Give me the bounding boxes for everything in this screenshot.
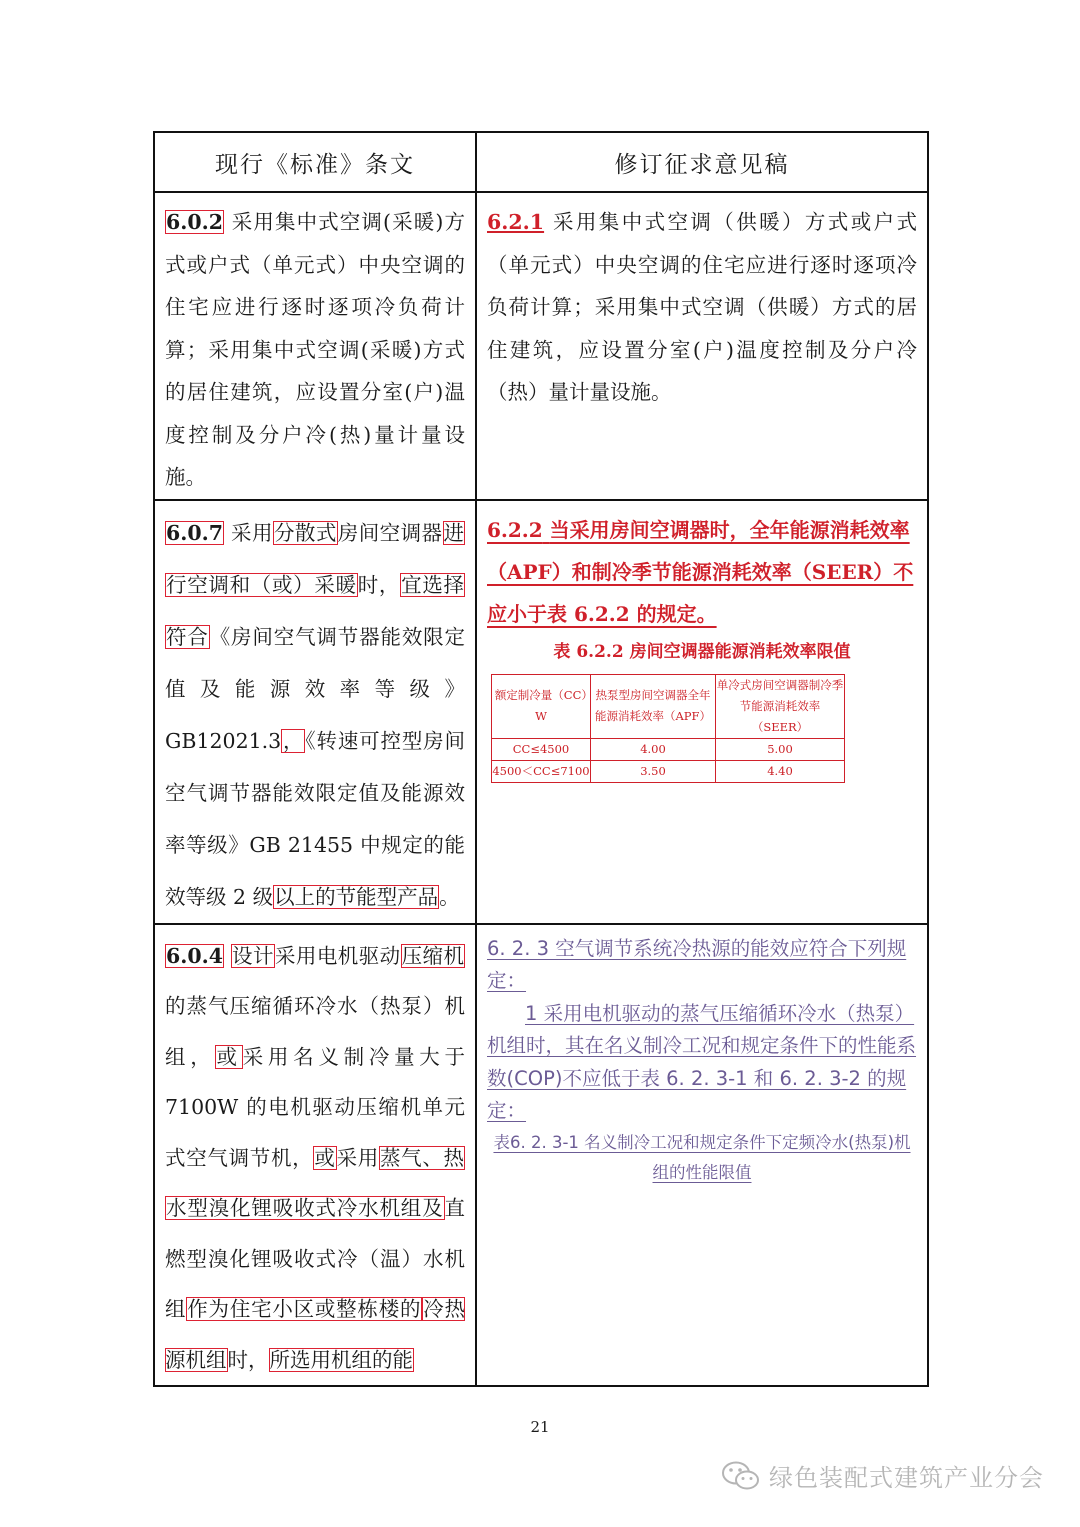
highlight-box: 或	[314, 1145, 336, 1170]
highlight-box: 所选用机组的能	[269, 1347, 413, 1372]
inner-table-header	[492, 674, 845, 738]
text-run: 时，	[357, 572, 401, 597]
watermark-text: 绿色装配式建筑产业分会	[769, 1464, 1044, 1492]
table-row	[154, 192, 928, 500]
table-6-2-3-1-caption: 表6. 2. 3-1 名义制冷工况和规定条件下定频冷水(热泵)机组的性能限值	[493, 1132, 911, 1182]
text-run: 采用电机驱动	[274, 943, 401, 968]
table-row	[154, 924, 928, 1387]
highlight-box: 压缩机	[401, 943, 464, 968]
row1-left-cell	[154, 192, 476, 500]
highlight-box: 进	[443, 520, 465, 545]
cell-seer: 4.40	[716, 760, 845, 782]
row3-left-paragraph	[165, 931, 465, 1386]
clause-6-2-3-heading: 6. 2. 3 空气调节系统冷热源的能效应符合下列规定：	[487, 936, 907, 992]
comparison-table	[153, 131, 929, 1387]
header-apf: 热泵型房间空调器全年能源消耗效率（APF）	[591, 674, 716, 738]
cell-seer: 5.00	[716, 738, 845, 760]
clause-text: 采用集中式空调（供暖）方式或户式（单元式）中央空调的住宅应进行逐时逐项冷负荷计算；采用集中式空调（供暖）方式的居住建筑，应设置分室(户)温度控制及分户冷（热）量计量设施。	[487, 210, 917, 404]
highlight-box: 设计	[232, 943, 274, 968]
clause-number: 6.2.1	[487, 210, 545, 234]
row1-right-paragraph	[487, 201, 917, 414]
header-current-standard: 现行《标准》条文	[154, 132, 476, 192]
row2-right-paragraph	[487, 509, 917, 635]
row1-left-paragraph	[165, 201, 465, 499]
row2-left-paragraph	[165, 507, 465, 923]
clause-number: 6.0.2	[166, 210, 224, 234]
text-run: 的蒸气压缩循环冷水（热泵）机组，	[165, 994, 465, 1069]
header-seer: 单冷式房间空调器制冷季节能源消耗效率（SEER）	[716, 674, 845, 738]
highlight-box: 冷热源机组	[165, 1297, 466, 1372]
clause-number: 6.0.4	[166, 943, 224, 968]
highlight-box: 以上的节能型产品	[274, 884, 439, 909]
clause-6-2-3-item-1: 1 采用电机驱动的蒸气压缩循环冷水（热泵）机组时，其在名义制冷工况和规定条件下的性能系数(COP)不应低于表 6. 2. 3-1 和 6. 2. 3-2 的规定：	[487, 1001, 917, 1122]
text-run: 《房间空气调节器能效限定值及能源效率等级》GB12021.3	[165, 624, 466, 753]
table-header-row	[154, 132, 928, 192]
cell-cc: 4500＜CC≤7100	[492, 760, 591, 782]
highlight-box: 符合	[166, 624, 209, 649]
text-run: 《转速可控型房间空气调节器能效限定值及能源效率等级》GB 21455 中规定的能效等级 2 级	[165, 728, 466, 909]
row3-right-cell	[476, 924, 928, 1387]
text-run: 房间空调器	[337, 520, 443, 545]
text-run: 时，	[227, 1347, 269, 1372]
text-run: 采用名义制冷量大于7100W 的电机驱动压缩机单元式空气调节机，	[165, 1044, 466, 1170]
text-run: 直燃型溴化锂吸收式冷（温）水机组	[165, 1196, 465, 1321]
highlight-box: ，	[282, 728, 305, 753]
header-revision-draft: 修订征求意见稿	[476, 132, 928, 192]
row1-right-cell	[476, 192, 928, 500]
highlight-box: 或	[216, 1044, 242, 1069]
cell-apf: 4.00	[591, 738, 716, 760]
highlight-box: 作为住宅小区或整栋楼的	[187, 1297, 422, 1321]
efficiency-limit-table	[491, 674, 845, 783]
highlight-box: 行空调和（或）采暖	[166, 572, 357, 597]
table-row	[492, 760, 845, 782]
text-run: 采用	[231, 520, 273, 545]
clause-number: 6.2.2	[487, 517, 543, 542]
cell-apf: 3.50	[591, 760, 716, 782]
highlight-box: 分散式	[273, 520, 337, 545]
wechat-icon	[721, 1460, 761, 1492]
text-run: 采用	[336, 1145, 379, 1170]
page-number: 21	[530, 1418, 550, 1436]
text-run: 。	[439, 884, 460, 909]
table-row	[492, 738, 845, 760]
row3-left-cell	[154, 924, 476, 1387]
highlight-box: 水型溴化锂吸收式冷水机组及	[166, 1196, 444, 1220]
highlight-box: 蒸气、热	[379, 1145, 465, 1170]
table-row	[154, 500, 928, 924]
clause-text: 采用集中式空调(采暖)方式或户式（单元式）中央空调的住宅应进行逐时逐项冷负荷计算；采用集中式空调(采暖)方式的居住建筑，应设置分室(户)温度控制及分户冷(热)量计量设施。	[165, 210, 465, 489]
inner-table-caption: 表 6.2.2 房间空调器能源消耗效率限值	[553, 641, 851, 662]
clause-text: 当采用房间空调器时，全年能源消耗效率（APF）和制冷季节能源消耗效率（SEER）不应小于表 6.2.2 的规定。	[487, 517, 914, 626]
highlight-box: 宜选择	[401, 572, 465, 597]
watermark	[721, 1458, 1044, 1493]
row2-left-cell	[154, 500, 476, 924]
cell-cc: CC≤4500	[492, 738, 591, 760]
clause-number: 6.0.7	[166, 520, 224, 545]
header-rated-capacity: 额定制冷量（CC）W	[492, 674, 591, 738]
row2-right-cell	[476, 500, 928, 924]
